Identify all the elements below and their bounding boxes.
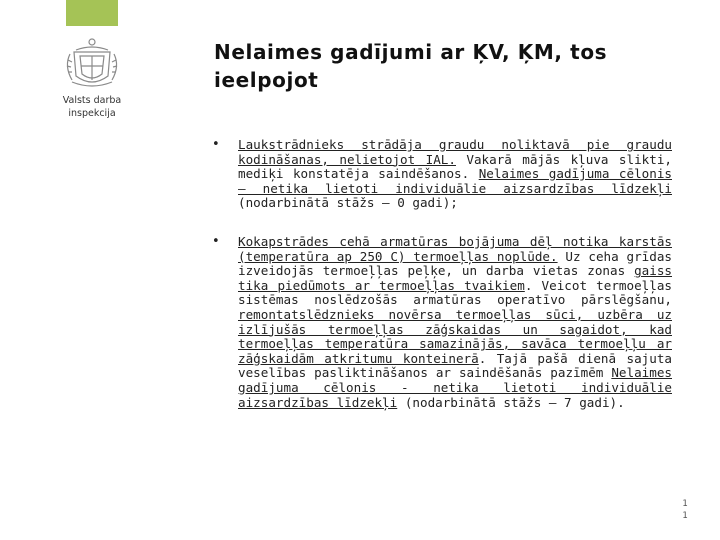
paragraph	[238, 235, 672, 410]
paragraph	[238, 138, 672, 211]
plain-text: (nodarbinātā stāžs – 0 gadi);	[238, 195, 458, 211]
underlined-text: remontatslēdznieks novērsa termoeļļas sūci, uzbēra uz izlījušās termoeļļas zāģskaidas un sagaidot, kad termoeļļas temperatūra samazinājās, savāca termoeļļu ar zāģskaidām atkritumu konteinerā	[238, 306, 672, 366]
logo-line-2: inspekcija	[68, 108, 116, 119]
underlined-text: Nelaimes gadījuma cēlonis – netika lietoti individuālie aizsardzības līdzekļi	[238, 166, 672, 196]
plain-text: . Veicot termoeļļas sistēmas noslēdzošās armatūras operatīvo pārslēgšanu,	[238, 277, 673, 308]
underlined-text: Nelaimes gadījuma cēlonis - netika lietoti individuālie aizsardzības līdzekļi	[238, 365, 672, 410]
underlined-text: Laukstrādnieks strādāja graudu noliktavā pie graudu kodināšanas, nelietojot IAL.	[238, 137, 672, 167]
plain-text: . Tajā pašā dienā sajuta veselības pasliktināšanos ar saindēšanās pazīmēm	[238, 350, 672, 381]
bullet-list	[212, 138, 672, 434]
bullet-marker: •	[212, 233, 220, 249]
coat-of-arms-icon	[62, 36, 122, 92]
logo	[44, 36, 140, 122]
plain-text: (nodarbinātā stāžs – 7 gadi).	[397, 394, 625, 410]
page-title: Nelaimes gadījumi ar ĶV, ĶM, tos ieelpojot	[214, 40, 608, 92]
bullet-marker: •	[212, 137, 220, 152]
page-number-line-2: 1	[682, 511, 688, 521]
page-number-line-1: 1	[682, 499, 688, 509]
page-number	[680, 498, 690, 522]
plain-text: Uz ceha grīdas izveidojās termoeļļas peļķe, un darba vietas zonas	[238, 248, 673, 279]
list-item	[212, 235, 672, 410]
logo-text	[44, 94, 140, 120]
underlined-text: gaiss tika piedūmots ar termoeļļas tvaikiem	[238, 263, 672, 293]
list-item	[212, 138, 672, 211]
logo-line-1: Valsts darba	[62, 95, 122, 106]
plain-text: Vakarā mājās kļuva slikti, mediķi konstatēja saindēšanos.	[238, 151, 672, 182]
accent-bar	[66, 0, 118, 26]
underlined-text: Kokapstrādes cehā armatūras bojājuma dēļ notika karstās (temperatūra ap 250 C) termoeļļas noplūde.	[238, 233, 672, 264]
